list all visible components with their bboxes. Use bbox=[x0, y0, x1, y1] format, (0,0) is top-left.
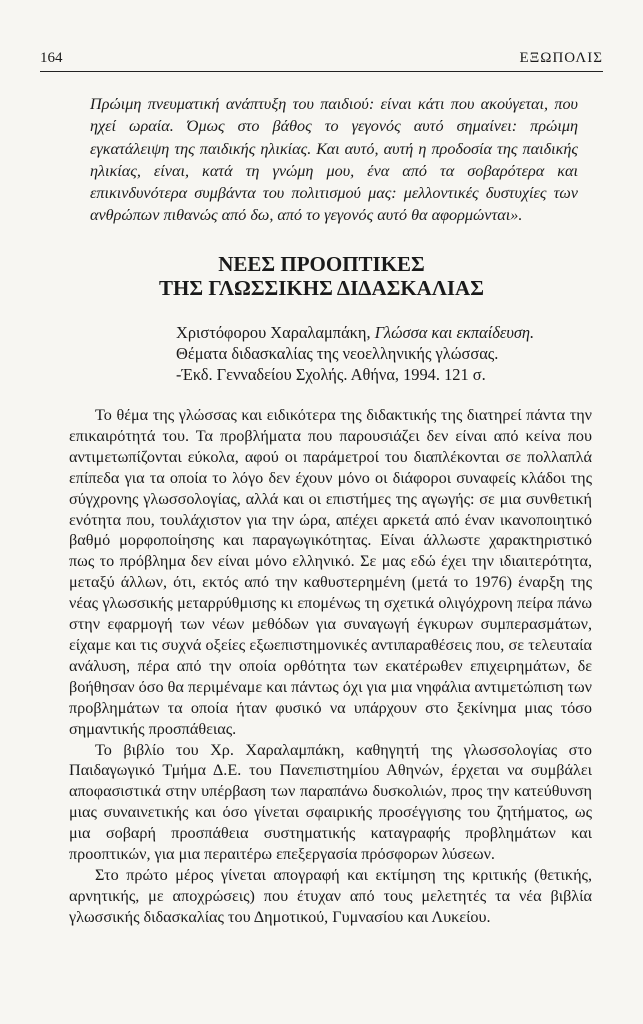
header-rule bbox=[40, 71, 603, 72]
body-paragraph: Το βιβλίο του Χρ. Χαραλαμπάκη, καθηγητή της γλωσσολογίας στο Παιδαγωγικό Τμήμα Δ.Ε. του Πανεπιστημίου Αθηνών, έρχεται να συμβάλει αποφασιστικά στην υπέρβαση των παραπάνω δυσκολιών, προς την κατεύθυνση μιας συναινετικής και όσο γίνεται σφαιρικής προσέγγισης του ζητήματος, ως μια σοβαρή προσπάθεια συστηματικής καταγραφής προβλημάτων και προοπτικών, για μια περαιτέρω επεξεργασία πρόσφορων λύσεων. bbox=[69, 740, 592, 864]
page-number: 164 bbox=[40, 50, 63, 66]
book-author: Χριστόφορου Χαραλαμπάκη, bbox=[176, 323, 375, 342]
review-title bbox=[60, 252, 583, 300]
quote-paragraph: Πρώιμη πνευματική ανάπτυξη του παιδιού: είναι κάτι που ακούγεται, που ηχεί ωραία. Όμως στο βάθος το γεγονός αυτό σημαίνει: πρώιμη εγκατάλειψη της παιδικής ηλικίας. Και αυτό, αυτή η προδοσία της παιδικής ηλικίας, είναι, κατά τη γνώμη μου, ένα από τα σοβαρότερα και επικινδυνότερα συμβάντα του πολιτισμού μας: μελλοντικές δυστυχίες των ανθρώπων πιθανώς από δω, από το γεγονός αυτό θα αφορμώνται». bbox=[90, 95, 578, 225]
body-paragraph: Το θέμα της γλώσσας και ειδικότερα της διδακτικής της διατηρεί πάντα την επικαιρότητά του. Τα προβλήματα που παρουσιάζει δεν είναι από κείνα που αντιμετωπίζονται εύκολα, αφού οι παράμετροί του διαπλέκονται σε πολλαπλά επίπεδα για τα οποία το λόγο δεν έχουν μόνο οι διάφοροι συναφείς κλάδοι της σύγχρονης γλωσσολογίας, αλλά και οι επιστήμες της αγωγής: σε μια συνθετική ενότητα που, τουλάχιστον για την ώρα, απέχει αρκετά από έναν ικανοποιητικό βαθμό μορφοποίησης και παραγωγικότητας. Είναι άλλωστε χαρακτηριστικό πως το πρόβλημα δεν είναι μόνο ελληνικό. Σε μας εδώ έχει την ιδιαιτερότητα, μεταξύ άλλων, ότι, εκτός από την καθυστερημένη (μετά το 1976) έναρξη της νέας γλωσσικής μεταρρύθμισης κι επομένως τη σχετικά ολιγόχρονη πείρα πάνω στην εφαρμογή των νέων μεθόδων για συναγωγή έγκυρων συμπερασμάτων, είχαμε και τις συχνά οξείες εξωεπιστημονικές αντιπαραθέσεις που, σε τελευταία ανάλυση, πέρα από την οποία ορθότητα των εκατέρωθεν επιχειρημάτων, δε βοήθησαν όσο θα περιμέναμε και πάντως όχι για μια νηφάλια αντιμετώπιση των προβλημάτων τα οποία ήταν φυσικό να υπάρχουν στο ξεκίνημα μιας τόσο σημαντικής προσπάθειας. bbox=[69, 406, 592, 738]
book-publication: -Έκδ. Γενναδείου Σχολής. Αθήνα, 1994. 121 σ. bbox=[176, 364, 486, 384]
review-title-line-2: ΤΗΣ ΓΛΩΣΣΙΚΗΣ ΔΙΔΑΣΚΑΛΙΑΣ bbox=[159, 276, 484, 300]
page-header bbox=[40, 50, 603, 70]
book-subtitle: Θέματα διδασκαλίας της νεοελληνικής γλώσσας. bbox=[176, 343, 499, 363]
running-title: ΕΞΩΠΟΛΙΣ bbox=[519, 50, 603, 66]
biblio-line-1 bbox=[176, 323, 596, 344]
bibliographic-entry bbox=[176, 323, 596, 385]
review-body bbox=[69, 405, 592, 928]
body-paragraph: Στο πρώτο μέρος γίνεται απογραφή και εκτίμηση της κριτικής (θετικής, αρνητικής, με αποχρώσεις) που έτυχαν από τους μελετητές τα νέα βιβλία γλωσσικής διδασκαλίας του Δημοτικού, Γυμνασίου και Λυκείου. bbox=[69, 865, 592, 926]
review-title-line-1: ΝΕΕΣ ΠΡΟΟΠΤΙΚΕΣ bbox=[218, 252, 425, 276]
book-title: Γλώσσα και εκπαίδευση. bbox=[374, 323, 535, 342]
